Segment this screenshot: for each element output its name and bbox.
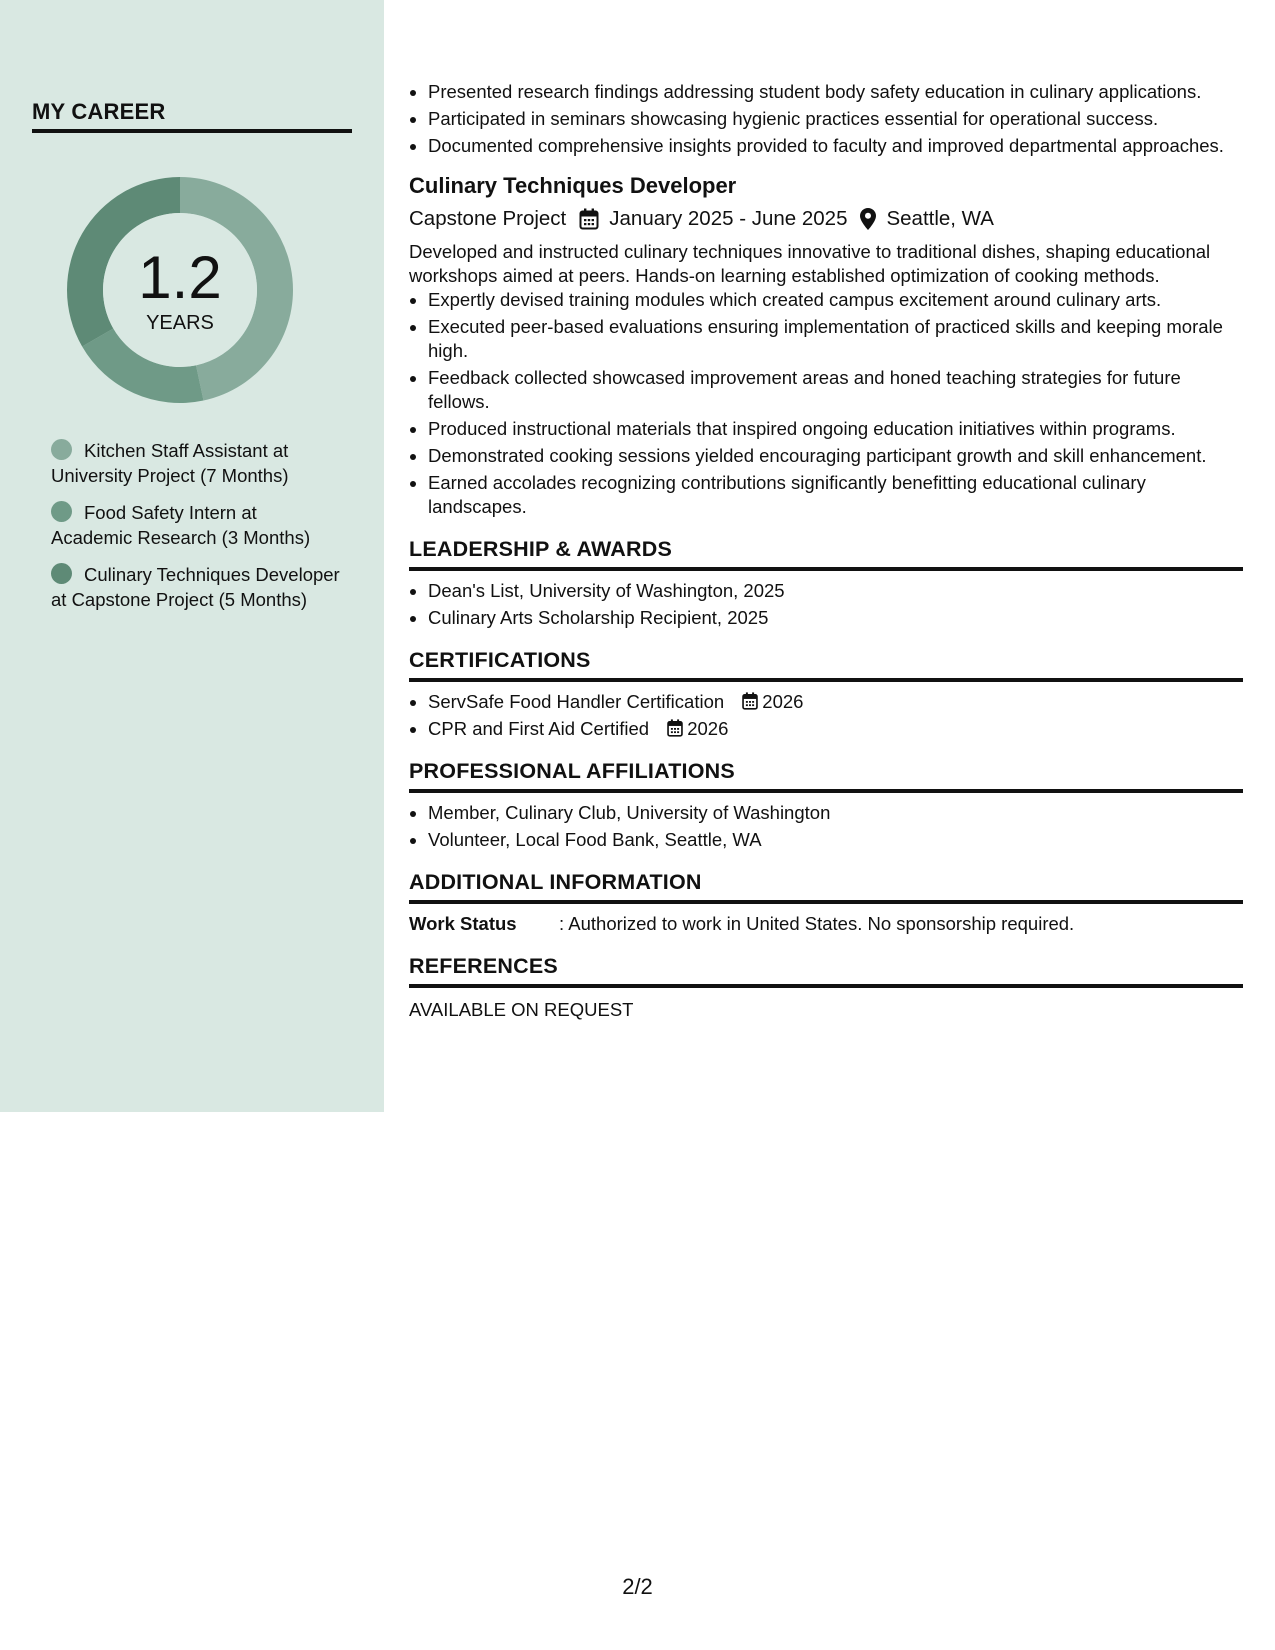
legend-label: Food Safety Intern at Academic Research (3 Months) (51, 502, 311, 548)
list-item: • Member, Culinary Club, University of Washington (428, 801, 1243, 825)
legend-dot (51, 439, 72, 460)
calendar-icon (666, 719, 684, 737)
calendar-icon (578, 208, 600, 230)
certifications-list (409, 690, 1243, 741)
legend-dot (51, 501, 72, 522)
section-heading: CERTIFICATIONS (409, 646, 1243, 682)
cert-name: ServSafe Food Handler Certification (428, 691, 725, 712)
additional-info-section (409, 868, 1243, 936)
career-heading: MY CAREER (32, 99, 352, 133)
list-item: • Expertly devised training modules which created campus excitement around culinary arts. (428, 288, 1243, 312)
section-heading: LEADERSHIP & AWARDS (409, 535, 1243, 571)
legend-dot (51, 563, 72, 584)
total-years-value: 1.2 (138, 244, 222, 311)
job-location: Seattle, WA (886, 207, 994, 230)
list-item: • Demonstrated cooking sessions yielded encouraging participant growth and skill enhancement. (428, 444, 1243, 468)
job-bullets (409, 288, 1243, 519)
legend-label: Kitchen Staff Assistant at University Project (7 Months) (51, 440, 289, 486)
job-title: Culinary Techniques Developer (409, 173, 737, 198)
leadership-section (409, 535, 1243, 630)
job-meta (409, 205, 1243, 233)
list-item: • Volunteer, Local Food Bank, Seattle, WA (428, 828, 1243, 852)
previous-job-bullets (409, 80, 1243, 158)
list-item: • Earned accolades recognizing contributions significantly benefitting educational culinary landscapes. (428, 471, 1243, 519)
legend-item (51, 562, 341, 612)
list-item: • Culinary Arts Scholarship Recipient, 2025 (428, 606, 1243, 630)
legend-label: Culinary Techniques Developer at Capstone Project (5 Months) (51, 564, 340, 610)
work-status-row (409, 912, 1243, 936)
map-pin-icon (859, 208, 877, 230)
affiliations-section (409, 757, 1243, 852)
list-item: • Executed peer-based evaluations ensuring implementation of practiced skills and keeping morale high. (428, 315, 1243, 363)
work-status-key: Work Status (409, 913, 517, 934)
list-item: • Produced instructional materials that inspired ongoing education initiatives within programs. (428, 417, 1243, 441)
total-years-unit: YEARS (146, 312, 214, 334)
list-item: • Dean's List, University of Washington, 2025 (428, 579, 1243, 603)
job-dates: January 2025 - June 2025 (609, 207, 848, 230)
job-company: Capstone Project (409, 207, 567, 230)
list-item (428, 717, 1243, 741)
career-legend (51, 438, 341, 624)
cert-name: CPR and First Aid Certified (428, 718, 650, 739)
legend-item (51, 438, 341, 488)
main-column (409, 80, 1243, 1022)
cert-year: 2026 (687, 718, 729, 739)
cert-year: 2026 (762, 691, 804, 712)
list-item: • Documented comprehensive insights provided to faculty and improved departmental approaches. (428, 134, 1243, 158)
job-description: Developed and instructed culinary techniques innovative to traditional dishes, shaping educational workshops aimed at peers. Hands-on learning established optimization of cooking methods. (409, 241, 1211, 286)
leadership-list (409, 579, 1243, 630)
list-item: • Feedback collected showcased improvement areas and honed teaching strategies for future fellows. (428, 366, 1243, 414)
section-heading: ADDITIONAL INFORMATION (409, 868, 1243, 904)
references-text: AVAILABLE ON REQUEST (409, 999, 634, 1020)
list-item (428, 690, 1243, 714)
affiliations-list (409, 801, 1243, 852)
section-heading: REFERENCES (409, 952, 1243, 988)
work-status-value: : Authorized to work in United States. No sponsorship required. (559, 913, 1075, 934)
list-item: • Presented research findings addressing student body safety education in culinary applications. (428, 80, 1243, 104)
certifications-section (409, 646, 1243, 741)
page-number: 2/2 (622, 1574, 653, 1599)
legend-item (51, 500, 341, 550)
references-section (409, 952, 1243, 1022)
section-heading: PROFESSIONAL AFFILIATIONS (409, 757, 1243, 793)
calendar-icon (741, 692, 759, 710)
sidebar (0, 0, 384, 1112)
list-item: • Participated in seminars showcasing hygienic practices essential for operational success. (428, 107, 1243, 131)
